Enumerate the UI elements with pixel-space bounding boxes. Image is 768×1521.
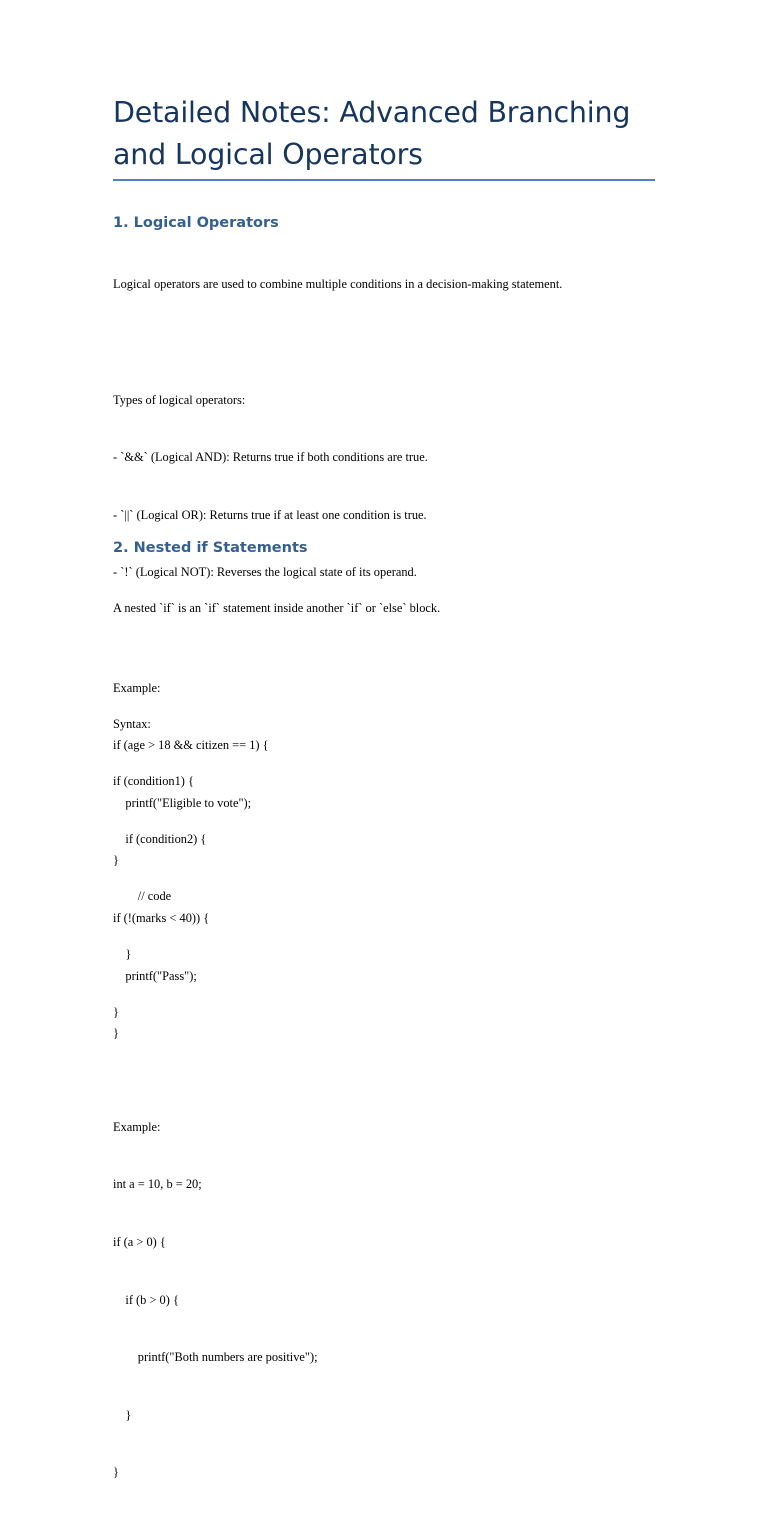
body-line: Example:	[113, 1119, 161, 1134]
body-line: Example:	[113, 680, 161, 695]
code-line: if (age > 18 && citizen == 1) {	[113, 738, 269, 753]
body-line: - `||` (Logical OR): Returns true if at least one condition is true.	[113, 507, 427, 522]
document-title: Detailed Notes: Advanced Branching and Logical Operators	[113, 96, 631, 171]
code-line: if (condition2) {	[113, 831, 207, 846]
code-line: int a = 10, b = 20;	[113, 1177, 202, 1192]
body-line: - `!` (Logical NOT): Reverses the logical state of its operand.	[113, 565, 417, 580]
body-line	[113, 333, 673, 352]
code-line: }	[113, 1004, 119, 1019]
code-line: // code	[113, 889, 172, 904]
body-line: Syntax:	[113, 716, 151, 731]
code-line: printf("Both numbers are positive");	[113, 1350, 318, 1365]
body-line: Types of logical operators:	[113, 392, 246, 407]
code-line: if (condition1) {	[113, 774, 194, 789]
body-line	[113, 1060, 673, 1079]
code-line: if (b > 0) {	[113, 1292, 179, 1307]
code-line: }	[113, 1465, 119, 1480]
code-line: printf("Eligible to vote");	[113, 795, 252, 810]
code-line: }	[113, 853, 119, 868]
code-line: printf("Pass");	[113, 968, 197, 983]
title-underline-divider	[113, 179, 655, 181]
body-line	[113, 657, 673, 676]
body-line: - `&&` (Logical AND): Returns true if both conditions are true.	[113, 450, 428, 465]
code-line: if (!(marks < 40)) {	[113, 910, 210, 925]
section-body-nested-if	[113, 561, 673, 1521]
code-line: }	[113, 1026, 119, 1041]
code-line: }	[113, 946, 132, 961]
body-line: Logical operators are used to combine multiple conditions in a decision-making statement.	[113, 277, 563, 292]
code-line: }	[113, 1407, 132, 1422]
code-line: if (a > 0) {	[113, 1234, 166, 1249]
section-heading-logical-operators: 1. Logical Operators	[113, 215, 279, 231]
body-line: A nested `if` is an `if` statement inside another `if` or `else` block.	[113, 601, 441, 616]
section-heading-nested-if: 2. Nested if Statements	[113, 540, 308, 556]
